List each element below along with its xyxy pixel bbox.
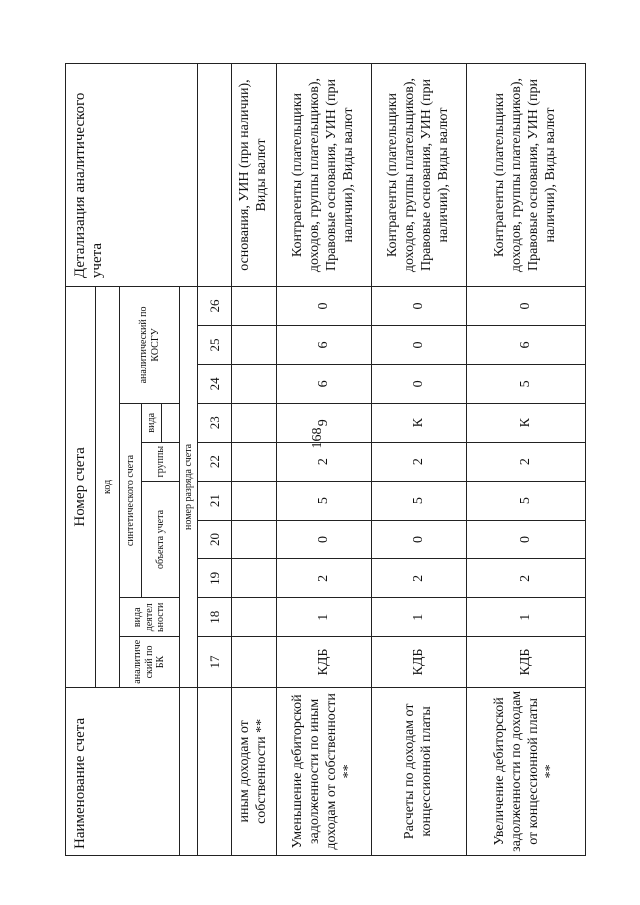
header-row-1 [66,64,96,856]
row-detail: основания, УИН (при наличии), Виды валют [232,64,277,287]
table-row [372,64,467,856]
digit-cell: 24 [198,364,232,403]
code-header: код [96,287,120,688]
row-cell [232,287,277,326]
row-cell [232,559,277,598]
row-cell [232,442,277,481]
row-cell: 6 [277,325,372,364]
row-cell [232,364,277,403]
row-cell [232,481,277,520]
row-name: Уменьшение дебиторской задолженности по иным доходам от собственности ** [277,687,372,855]
name-header-blank [180,687,198,855]
row-cell [232,637,277,687]
table-row [232,64,277,856]
row-name: иным доходам от собственности ** [232,687,277,855]
digit-cell: 23 [198,403,232,442]
row-cell: 1 [372,598,467,637]
digit-cell: 17 [198,637,232,687]
kind-header-blank [162,403,180,442]
row-cell: 5 [277,481,372,520]
digit-cell-blank [198,64,232,287]
table-row [277,64,372,856]
row-cell: К [372,403,467,442]
row-cell: 1 [467,598,586,637]
rotated-table [65,63,580,856]
account-table-frame [65,63,580,856]
row-cell: 5 [372,481,467,520]
row-cell: 0 [467,520,586,559]
kind-header: вида [142,403,162,442]
account-table [65,63,586,856]
row-cell: 0 [372,364,467,403]
digit-cell: 19 [198,559,232,598]
row-cell: 2 [467,442,586,481]
row-cell: 5 [467,481,586,520]
row-name: Увеличение дебиторской задолженности по доходам от концессионной платы ** [467,687,586,855]
row-cell: 0 [372,520,467,559]
digit-cell: 18 [198,598,232,637]
activity-type-header: вида деятел ьности [120,598,180,637]
row-cell [232,598,277,637]
row-cell: 0 [467,287,586,326]
row-cell: 0 [277,287,372,326]
row-cell: 2 [277,559,372,598]
row-name: Расчеты по доходам от концессионной платы [372,687,467,855]
row-cell: 6 [467,325,586,364]
row-cell: 2 [277,442,372,481]
row-cell: 2 [372,559,467,598]
row-cell: 9 [277,403,372,442]
row-cell: 5 [467,364,586,403]
digit-cell-blank [198,687,232,855]
row-cell: КДБ [467,637,586,687]
row-cell: К [467,403,586,442]
row-cell: 0 [277,520,372,559]
row-cell: 2 [467,559,586,598]
accounting-object-header: объекта учета [142,481,180,598]
analytic-kosgu-header: аналитический по КОСГУ [120,287,180,404]
digit-number-header: номер разряда счета [180,287,198,688]
groups-header: группы [142,442,180,481]
row-cell: 0 [372,325,467,364]
digit-cell: 21 [198,481,232,520]
row-cell: КДБ [372,637,467,687]
page-number: 168 [310,427,325,449]
row-cell: 6 [277,364,372,403]
row-detail: Контрагенты (плательщики доходов, группы плательщиков), Правовые основания, УИН (при наличии), Виды валют [467,64,586,287]
row-cell: 0 [372,287,467,326]
account-name-header: Наименование счета [66,687,180,855]
digit-cell: 20 [198,520,232,559]
row-detail: Контрагенты (плательщики доходов, группы плательщиков), Правовые основания, УИН (при наличии), Виды валют [372,64,467,287]
row-cell: 2 [372,442,467,481]
digit-row [198,64,232,856]
row-cell [232,403,277,442]
table-row [467,64,586,856]
digit-cell: 25 [198,325,232,364]
digit-cell: 22 [198,442,232,481]
row-cell: КДБ [277,637,372,687]
analytic-bk-header: аналитиче ский по БК [120,637,180,687]
row-cell [232,325,277,364]
synthetic-header: синтетического счета [120,403,142,598]
account-number-header: Номер счета [66,287,96,688]
row-cell [232,520,277,559]
row-cell: 1 [277,598,372,637]
row-detail: Контрагенты (плательщики доходов, группы плательщиков), Правовые основания, УИН (при наличии), Виды валют [277,64,372,287]
digit-cell: 26 [198,287,232,326]
detail-header: Детализация аналитического учета [66,64,198,287]
